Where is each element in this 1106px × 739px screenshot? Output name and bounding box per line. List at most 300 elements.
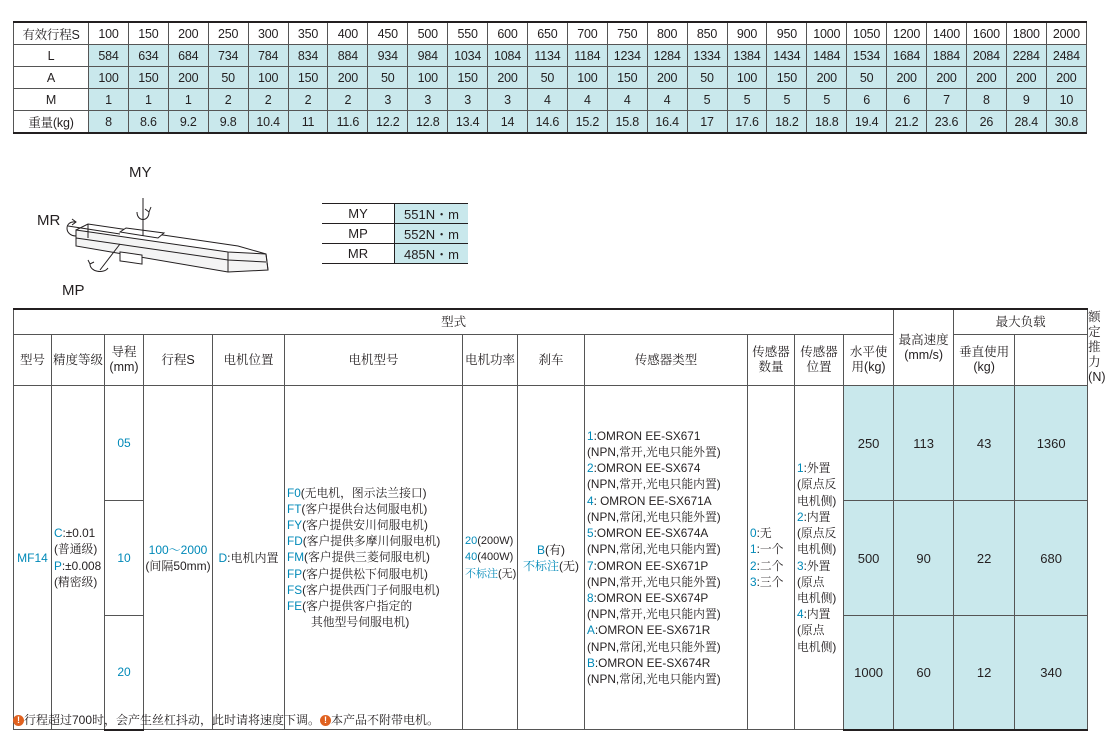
stroke-data-cell: 17.6: [727, 111, 767, 134]
moment-row: [322, 224, 468, 244]
sensor-pos-text-line: [797, 541, 843, 557]
stroke-data-cell: 634: [128, 45, 168, 67]
stroke-data-cell: 150: [128, 67, 168, 89]
sensor-text-line: [587, 541, 747, 557]
sensor-pos-code: 4: [797, 607, 804, 622]
sensor-text-line: [587, 460, 747, 476]
stroke-data-cell: 1684: [887, 45, 927, 67]
sensor-text: :OMRON EE-SX671P: [593, 558, 709, 573]
stroke-data-cell: 1: [89, 89, 129, 111]
accuracy-text-line: [54, 525, 104, 541]
sensor-type-header: 传感器类型: [585, 335, 748, 386]
stroke-data-cell: 9.2: [168, 111, 208, 134]
sensor-pos-header: 传感器位置: [795, 335, 844, 386]
footnote: [13, 711, 439, 728]
stroke-data-cell: 1: [128, 89, 168, 111]
stroke-data-cell: 2: [288, 89, 328, 111]
accuracy-text: :±0.008: [61, 558, 102, 573]
spec-selection-table: [13, 308, 1106, 731]
sensor-pos-text-line: [797, 493, 843, 509]
stroke-data-cell: 5: [807, 89, 847, 111]
sensor-pos-text-line: [797, 606, 843, 622]
motor-model-text: (客户提供安川伺服电机): [302, 517, 428, 532]
sensor-qty-text: :一个: [756, 542, 784, 557]
sensor-pos-text-line: [797, 460, 843, 476]
stroke-data-cell: 28.4: [1006, 111, 1046, 134]
motor-pos-code: D: [218, 551, 228, 565]
stroke-data-cell: 13.4: [448, 111, 488, 134]
stroke-data-cell: 200: [1046, 67, 1086, 89]
stroke-data-cell: 12.2: [368, 111, 408, 134]
sensor-qty-cell: [748, 386, 795, 730]
accuracy-text-line: [54, 541, 104, 557]
motor-model-code: FS: [287, 582, 303, 597]
stroke-data-cell: 7: [927, 89, 967, 111]
stroke-data-cell: 734: [208, 45, 248, 67]
stroke-value-cell: 350: [288, 22, 328, 45]
stroke-data-cell: 200: [966, 67, 1006, 89]
motor-position-cell: [213, 386, 285, 730]
stroke-row-header: 有效行程S: [14, 22, 89, 45]
power-code: 20: [465, 535, 478, 548]
stroke-data-cell: 200: [927, 67, 967, 89]
stroke-value-cell: 100: [89, 22, 129, 45]
stroke-data-cell: 50: [208, 67, 248, 89]
motor-model-text: (客户提供松下伺服电机): [302, 566, 428, 581]
stroke-data-cell: 10.4: [248, 111, 288, 134]
motor-model-code: FM: [287, 550, 305, 565]
sensor-code: 8: [587, 590, 594, 605]
stroke-data-cell: 1034: [448, 45, 488, 67]
motor-model-code: FT: [287, 501, 302, 516]
stroke-value-cell: 750: [607, 22, 647, 45]
motor-model-text: (客户提供台达伺服电机): [301, 501, 428, 516]
sensor-text-line: [587, 476, 747, 492]
stroke-data-cell: 2084: [966, 45, 1006, 67]
sensor-pos-text-line: [797, 622, 843, 638]
sensor-pos-text: (原点反: [797, 477, 837, 492]
sensor-code: 4: [587, 493, 594, 508]
sensor-code: 7: [587, 558, 594, 573]
stroke-value-cell: 850: [687, 22, 727, 45]
stroke-data-cell: 8: [89, 111, 129, 134]
brake-cell: [518, 386, 585, 730]
stroke-data-cell: 1434: [767, 45, 807, 67]
motor-model-text-line: [287, 549, 462, 565]
sensor-code: 5: [587, 526, 594, 541]
stroke-data-cell: 984: [408, 45, 448, 67]
stroke-value-cell: 1000: [807, 22, 847, 45]
sensor-text-line: [587, 558, 747, 574]
footnote-text-1: 行程超过700时，会产生丝杠抖动，此时请将速度下调。: [24, 713, 321, 727]
sensor-text-line: [587, 493, 747, 509]
stroke-data-cell: 1184: [567, 45, 607, 67]
spec-row: [14, 386, 1088, 501]
stroke-data-cell: 9.8: [208, 111, 248, 134]
stroke-value-cell: 150: [128, 22, 168, 45]
motor-model-text-line: [287, 533, 462, 549]
horizontal-load-cell: 90: [894, 501, 954, 616]
stroke-data-cell: 5: [727, 89, 767, 111]
power-code: 不标注: [465, 567, 498, 580]
mr-label: MR: [37, 212, 61, 229]
stroke-data-cell: 784: [248, 45, 288, 67]
sensor-text: (NPN,常闭,光电只能内置): [587, 671, 721, 686]
stroke-data-cell: 200: [168, 67, 208, 89]
moment-row: [322, 204, 468, 224]
brake-code: 不标注: [522, 558, 559, 573]
moment-key: MY: [322, 204, 395, 224]
stroke-data-cell: 200: [1006, 67, 1046, 89]
power-text-line: [465, 533, 517, 549]
footnote-text-2: 本产品不附带电机。: [331, 713, 440, 727]
sensor-qty-text-line: [750, 541, 794, 557]
stroke-value-cell: 200: [168, 22, 208, 45]
sensor-pos-text: :外置: [803, 461, 831, 476]
brake-text-line: [518, 542, 584, 558]
stroke-data-cell: 200: [807, 67, 847, 89]
stroke-data-cell: 1234: [607, 45, 647, 67]
sensor-pos-text-line: [797, 558, 843, 574]
stroke-data-cell: 1284: [647, 45, 687, 67]
actuator-illustration: [28, 160, 298, 300]
sensor-qty-header: 传感器数量: [748, 335, 795, 386]
stroke-data-cell: 26: [966, 111, 1006, 134]
motor-power-header: 电机功率: [463, 335, 518, 386]
motor-model-code: FE: [287, 599, 303, 613]
stroke-data-cell: 50: [368, 67, 408, 89]
sensor-code: A: [587, 623, 595, 638]
stroke-data-cell: 18.8: [807, 111, 847, 134]
stroke-data-cell: 2484: [1046, 45, 1086, 67]
thrust-cell: 340: [1015, 616, 1088, 730]
stroke-data-cell: 17: [687, 111, 727, 134]
stroke-value-cell: 1600: [966, 22, 1006, 45]
accuracy-text: :±0.01: [62, 526, 96, 541]
sensor-text: :OMRON EE-SX671R: [594, 623, 711, 638]
sensor-text-line: [587, 428, 747, 444]
sensor-text: (NPN,常开,光电只能内置): [587, 477, 721, 492]
moment-key: MP: [322, 224, 395, 244]
moment-row: [322, 244, 468, 264]
motor-model-text: (客户提供三菱伺服电机): [304, 550, 430, 565]
stroke-data-cell: 3: [408, 89, 448, 111]
sensor-pos-code: 2: [797, 509, 804, 524]
stroke-header-row: [14, 22, 1087, 45]
motor-model-text-line: [287, 598, 462, 614]
sensor-text: :OMRON EE-SX674R: [594, 655, 711, 670]
stroke-data-cell: 14: [488, 111, 528, 134]
stroke-value-cell: 500: [408, 22, 448, 45]
sensor-pos-text: 电机侧): [797, 542, 837, 557]
stroke-value-cell: 1050: [847, 22, 887, 45]
stroke-data-cell: 8: [966, 89, 1006, 111]
stroke-spec-table: [13, 21, 1087, 134]
max-speed-cell: 500: [844, 501, 894, 616]
stroke-data-cell: 1334: [687, 45, 727, 67]
stroke-data-cell: 2: [208, 89, 248, 111]
stroke-data-cell: 50: [687, 67, 727, 89]
motor-model-text: (客户提供客户指定的: [302, 599, 413, 613]
sensor-pos-text-line: [797, 574, 843, 590]
stroke-data-cell: 15.2: [567, 111, 607, 134]
sensor-pos-code: 1: [797, 461, 804, 476]
stroke-data-cell: 50: [527, 67, 567, 89]
accuracy-text-line: [54, 558, 104, 574]
motor-model-text-line: [287, 485, 462, 501]
stroke-data-cell: 100: [567, 67, 607, 89]
motor-model-header: 电机型号: [285, 335, 463, 386]
stroke-value-cell: 1800: [1006, 22, 1046, 45]
sensor-pos-text: :内置: [803, 607, 831, 622]
sensor-pos-text: 电机侧): [797, 493, 837, 508]
power-text: (无): [498, 567, 517, 580]
motor-pos-text: :电机内置: [227, 551, 279, 565]
motor-model-text-line: [287, 566, 462, 582]
sensor-text: (NPN,常闭,光电只能内置): [587, 542, 721, 557]
stroke-data-cell: 100: [727, 67, 767, 89]
horizontal-load-cell: 113: [894, 386, 954, 501]
motor-model-text: (无电机，图示法兰接口): [300, 485, 427, 500]
sensor-text-line: [587, 444, 747, 460]
moment-value: 552N・m: [395, 224, 469, 244]
sensor-text-line: [587, 590, 747, 606]
max-speed-header: 最高速度(mm/s): [894, 309, 954, 386]
motor-power-cell: [463, 386, 518, 730]
sensor-text: :OMRON EE-SX674: [593, 461, 701, 476]
sensor-text: :OMRON EE-SX674P: [593, 590, 709, 605]
stroke-data-cell: 2: [328, 89, 368, 111]
stroke-data-cell: 1484: [807, 45, 847, 67]
motor-model-text: (客户提供西门子伺服电机): [302, 582, 440, 597]
sensor-pos-text-line: [797, 509, 843, 525]
lead-cell: 20: [105, 616, 144, 730]
horizontal-load-header: 水平使用(kg): [844, 335, 894, 386]
sensor-pos-text-line: [797, 590, 843, 606]
spec-header-row: 型式 最高速度(mm/s) 最大负载 额定推力(N): [14, 309, 1088, 335]
stroke-data-cell: 9: [1006, 89, 1046, 111]
stroke-data-cell: 5: [687, 89, 727, 111]
sensor-qty-text: :三个: [756, 574, 784, 589]
sensor-qty-code: 2: [750, 558, 757, 573]
sensor-text: (NPN,常开,光电只能内置): [587, 607, 721, 622]
stroke-interval: (间隔50mm): [145, 558, 211, 573]
stroke-table-body: [14, 22, 1087, 133]
sensor-type-cell: [585, 386, 748, 730]
stroke-data-cell: 4: [647, 89, 687, 111]
stroke-row-label: 重量(kg): [14, 111, 89, 134]
thrust-cell: 680: [1015, 501, 1088, 616]
stroke-data-cell: 1: [168, 89, 208, 111]
my-label: MY: [129, 164, 152, 181]
sensor-pos-cell: [795, 386, 844, 730]
stroke-value-cell: 2000: [1046, 22, 1086, 45]
motor-model-code: FP: [287, 566, 303, 581]
sensor-pos-text: (原点: [797, 574, 825, 589]
sensor-text-line: [587, 525, 747, 541]
stroke-value-cell: 550: [448, 22, 488, 45]
stroke-data-cell: 150: [607, 67, 647, 89]
moment-value: 485N・m: [395, 244, 469, 264]
motor-position-header: 电机位置: [213, 335, 285, 386]
stroke-header: 行程S: [144, 335, 213, 386]
stroke-data-cell: 2284: [1006, 45, 1046, 67]
sensor-pos-text-line: [797, 639, 843, 655]
stroke-data-cell: 30.8: [1046, 111, 1086, 134]
power-code: 40: [465, 551, 478, 564]
sensor-qty-code: 0: [750, 526, 757, 541]
warning-icon: !: [320, 715, 331, 726]
sensor-text-line: [587, 509, 747, 525]
stroke-data-cell: 12.8: [408, 111, 448, 134]
stroke-data-cell: 6: [847, 89, 887, 111]
stroke-data-cell: 4: [567, 89, 607, 111]
stroke-data-cell: 884: [328, 45, 368, 67]
sensor-qty-text-line: [750, 574, 794, 590]
moment-value: 551N・m: [395, 204, 469, 224]
stroke-data-cell: 100: [89, 67, 129, 89]
stroke-row-label: M: [14, 89, 89, 111]
stroke-data-cell: 100: [248, 67, 288, 89]
vertical-load-cell: 43: [954, 386, 1015, 501]
stroke-data-cell: 150: [288, 67, 328, 89]
stroke-data-row: [14, 45, 1087, 67]
stroke-data-cell: 11: [288, 111, 328, 134]
stroke-data-cell: 8.6: [128, 111, 168, 134]
stroke-data-cell: 200: [328, 67, 368, 89]
sensor-qty-text-line: [750, 525, 794, 541]
stroke-value-cell: 650: [527, 22, 567, 45]
stroke-value-cell: 300: [248, 22, 288, 45]
stroke-data-cell: 584: [89, 45, 129, 67]
max-speed-cell: 1000: [844, 616, 894, 730]
sensor-text: : OMRON EE-SX671A: [593, 493, 712, 508]
type-group-header: 型式: [14, 309, 894, 335]
stroke-data-cell: 200: [887, 67, 927, 89]
stroke-value-cell: 1200: [887, 22, 927, 45]
power-text-line: [465, 566, 517, 582]
stroke-data-cell: 2: [248, 89, 288, 111]
sensor-text-line: [587, 655, 747, 671]
accuracy-text: (精密级): [54, 574, 98, 589]
stroke-data-row: [14, 67, 1087, 89]
brake-code: B: [536, 542, 545, 557]
sensor-pos-text: (原点: [797, 623, 825, 638]
stroke-data-cell: 10: [1046, 89, 1086, 111]
thrust-cell: 1360: [1015, 386, 1088, 501]
stroke-data-cell: 16.4: [647, 111, 687, 134]
sensor-pos-text: :外置: [803, 558, 831, 573]
motor-model-text-line: [287, 582, 462, 598]
sensor-qty-code: 1: [750, 542, 757, 557]
stroke-value-cell: 400: [328, 22, 368, 45]
accuracy-code: P: [54, 558, 62, 573]
stroke-range: 100～2000: [148, 542, 208, 557]
sensor-pos-text: 电机侧): [797, 639, 837, 654]
stroke-data-cell: 5: [767, 89, 807, 111]
sensor-pos-text-line: [797, 525, 843, 541]
stroke-data-cell: 200: [488, 67, 528, 89]
sensor-qty-code: 3: [750, 574, 757, 589]
sensor-text: (NPN,常闭,光电只能外置): [587, 639, 721, 654]
stroke-value-cell: 900: [727, 22, 767, 45]
stroke-row-label: A: [14, 67, 89, 89]
lead-cell: 10: [105, 501, 144, 616]
power-text: (400W): [477, 551, 514, 564]
stroke-data-cell: 6: [887, 89, 927, 111]
motor-model-text-line: [287, 614, 462, 630]
warning-icon: !: [13, 715, 24, 726]
moment-table: [322, 203, 468, 264]
sensor-text-line: [587, 622, 747, 638]
brake-text: (有): [545, 542, 565, 557]
max-speed-cell: 250: [844, 386, 894, 501]
stroke-data-cell: 100: [408, 67, 448, 89]
motor-model-code: FD: [287, 534, 303, 549]
sensor-qty-text-line: [750, 558, 794, 574]
sensor-text-line: [587, 639, 747, 655]
sensor-pos-text: :内置: [803, 509, 831, 524]
stroke-row-label: L: [14, 45, 89, 67]
accuracy-header: 精度等级: [52, 335, 105, 386]
stroke-cell: [144, 386, 213, 730]
brake-header: 刹车: [518, 335, 585, 386]
stroke-data-cell: 834: [288, 45, 328, 67]
stroke-data-cell: 3: [368, 89, 408, 111]
sensor-text-line: [587, 574, 747, 590]
motor-model-text: (客户提供多摩川伺服电机): [302, 534, 441, 549]
stroke-data-cell: 1384: [727, 45, 767, 67]
sensor-text: (NPN,常闭,光电只能外置): [587, 509, 721, 524]
stroke-data-cell: 3: [488, 89, 528, 111]
power-text-line: [465, 549, 517, 565]
accuracy-text-line: [54, 574, 104, 590]
accuracy-code: C: [54, 526, 63, 541]
model-cell: MF14: [14, 386, 52, 730]
accuracy-text: (普通级): [54, 542, 98, 557]
motor-model-text-line: [287, 517, 462, 533]
stroke-value-cell: 1400: [927, 22, 967, 45]
lead-cell: 05: [105, 386, 144, 501]
sensor-text: (NPN,常开,光电只能外置): [587, 574, 721, 589]
stroke-data-cell: 200: [647, 67, 687, 89]
stroke-data-cell: 21.2: [887, 111, 927, 134]
lead-header: 导程(mm): [105, 335, 144, 386]
stroke-data-cell: 684: [168, 45, 208, 67]
sensor-pos-text: (原点反: [797, 526, 837, 541]
brake-text: (无): [559, 558, 579, 573]
vertical-load-cell: 22: [954, 501, 1015, 616]
sensor-qty-text: :二个: [756, 558, 784, 573]
stroke-data-cell: 15.8: [607, 111, 647, 134]
mp-label: MP: [62, 282, 85, 299]
stroke-data-cell: 1084: [488, 45, 528, 67]
motor-model-cell: [285, 386, 463, 730]
stroke-data-cell: 150: [448, 67, 488, 89]
sensor-code: 1: [587, 428, 594, 443]
stroke-data-cell: 3: [448, 89, 488, 111]
stroke-data-cell: 1884: [927, 45, 967, 67]
stroke-data-cell: 50: [847, 67, 887, 89]
sensor-code: B: [587, 655, 595, 670]
power-text: (200W): [477, 535, 514, 548]
stroke-value-cell: 450: [368, 22, 408, 45]
max-load-header: 最大负载: [954, 309, 1088, 335]
moment-key: MR: [322, 244, 395, 264]
horizontal-load-cell: 60: [894, 616, 954, 730]
stroke-data-cell: 150: [767, 67, 807, 89]
motor-model-code: F0: [287, 485, 301, 500]
